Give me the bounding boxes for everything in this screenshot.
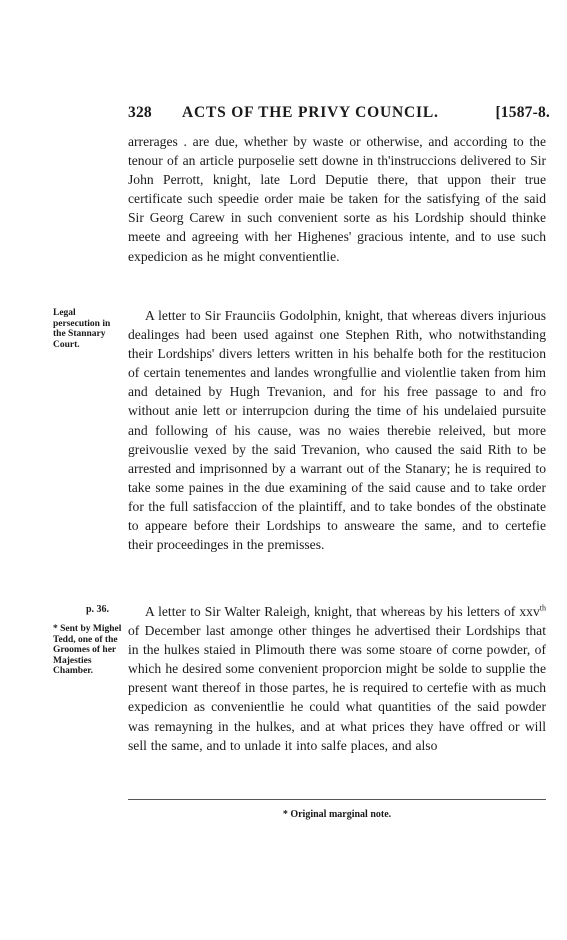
- paragraph-raleigh-letter: [128, 602, 546, 755]
- footnote-divider: [128, 799, 546, 800]
- raleigh-text-start: A letter to Sir Walter Raleigh, knight, that whereas by his letters of xxv: [145, 604, 540, 619]
- running-title: ACTS OF THE PRIVY COUNCIL.: [182, 104, 439, 121]
- ordinal-superscript: th: [539, 603, 546, 613]
- running-header: [128, 104, 558, 128]
- paragraph-continuation: arrerages . are due, whether by waste or otherwise, and according to the tenour of an article purposelie sett downe in th'instruccions delivered to Sir John Perrott, knight, late Lord Deputie there, that uppon their true certificate such speedie order maie be taken for the satisfying of the said Sir Georg Carew in such convenient sorte as his Lordship should thinke meete and agreeing with her Highenes' gracious intente, and to use such expedicion as he might conventientlie.: [128, 134, 546, 264]
- marginal-note-legal-persecution: Legal persecution in the Stannary Court.: [53, 308, 111, 350]
- raleigh-text-end: of December last amonge other thinges he advertised their Lordships that in the hulkes staied in Plimouth there was some stoare of corne powder, of which he desired some convenient proporcion might be solde to supplie the present want thereof in those partes, he is required to certefie with as much expedicion as convenientlie he could what quantities of the said powder was remayning in the hulkes, and at what prices they have offred or will sell the same, and to unlade it into salfe places, and also: [128, 623, 546, 753]
- marginal-note-sent-by: * Sent by Mighel Tedd, one of the Groomes of her Majesties Chamber.: [53, 624, 122, 676]
- source-page-reference: p. 36.: [86, 604, 110, 615]
- year-marker: [1587-8.: [495, 104, 550, 121]
- footnote: * Original marginal note.: [282, 809, 392, 820]
- page-number: 328: [128, 104, 152, 121]
- paragraph-godolphin-letter: A letter to Sir Fraunciis Godolphin, knight, that whereas divers injurious dealinges had been used against one Stephen Rith, who notwithstanding their Lordships' divers letters written in his behalfe both for the restitucion of certain tenementes and landes wrongfullie and violentlie taken from him and detained by Hugh Trevanion, and for his free passage to and fro without anie lett or interrupcion during the time of his undelaied pursuite and following of his cause, was no waies therebie releived, but more greivouslie vexed by the said Trevanion, who caused the said Rith to be arrested and imprisonned by a warrant out of the Stanary; he is required to take some paines in the due examining of the said cause and to take order for the full satisfaccion of the plaintiff, and to take bondes of the obstinate to appeare before their Lordships to answeare the same, and to certefie their proceedinges in the premisses.: [128, 308, 546, 553]
